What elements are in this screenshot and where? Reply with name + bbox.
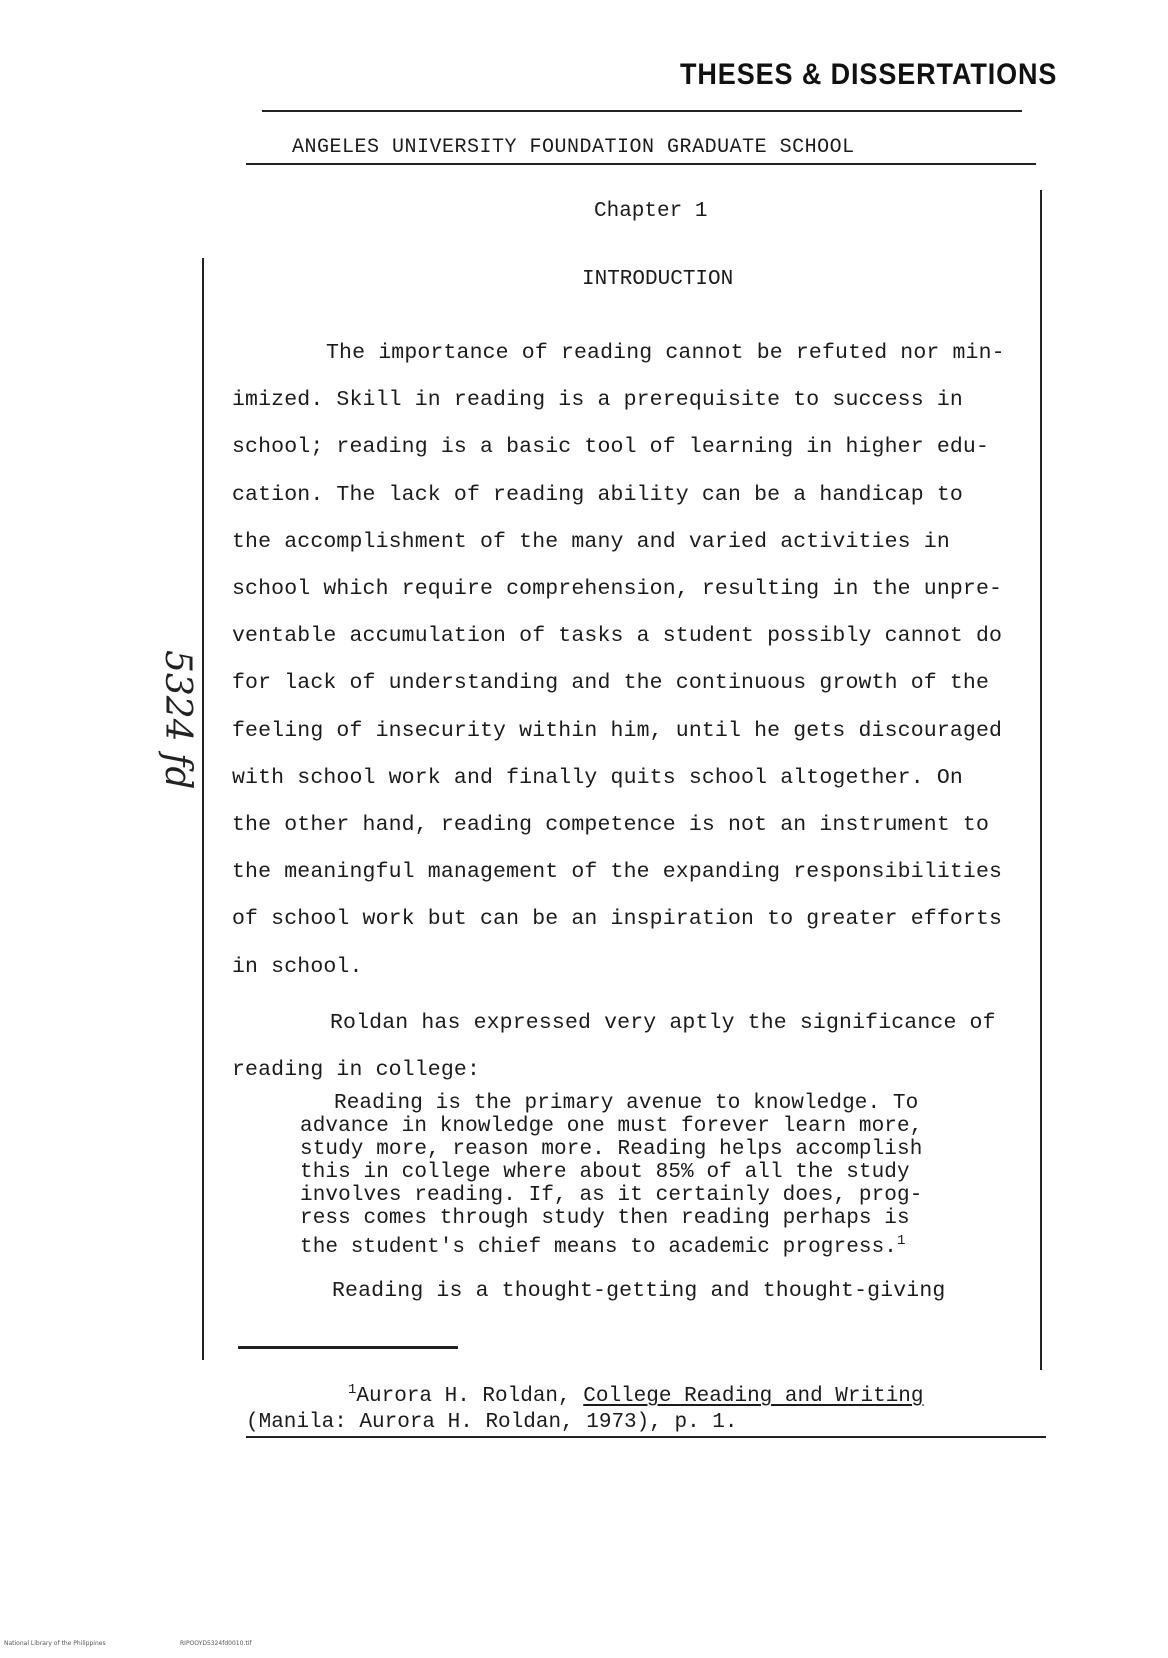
footnote-line-1	[246, 1377, 924, 1410]
p1-line: school; reading is a basic tool of learning in higher edu-	[232, 435, 990, 460]
p1-line: ventable accumulation of tasks a student possibly cannot do	[232, 624, 1003, 649]
chapter-title: INTRODUCTION	[582, 268, 734, 291]
chapter-number: Chapter 1	[594, 200, 708, 223]
quote-line: advance in knowledge one must forever learn more,	[300, 1115, 923, 1138]
paragraph-3: Reading is a thought-getting and thought-giving	[332, 1279, 946, 1303]
footnote-author: Aurora H. Roldan,	[356, 1385, 584, 1408]
paragraph-2	[232, 1000, 996, 1094]
quote-line: study more, reason more. Reading helps accomplish	[300, 1138, 923, 1161]
p1-line: school which require comprehension, resulting in the unpre-	[232, 577, 1003, 602]
file-id: RIPOOYD5324fd0010.tif	[180, 1640, 252, 1647]
collection-stamp: THESES & DISSERTATIONS	[680, 58, 1058, 91]
footnote-mark: 1	[348, 1382, 357, 1398]
p1-line: of school work but can be an inspiration to greater efforts	[232, 907, 1003, 932]
p1-line: the meaningful management of the expanding responsibilities	[232, 860, 1003, 885]
university-heading: ANGELES UNIVERSITY FOUNDATION GRADUATE SCHOOL	[292, 136, 855, 159]
p2-line: Roldan has expressed very aptly the significance of	[330, 1011, 996, 1035]
p1-line: feeling of insecurity within him, until he gets discouraged	[232, 718, 1003, 743]
quote-line	[300, 1230, 922, 1259]
quote-line: Reading is the primary avenue to knowledge. To	[334, 1092, 919, 1115]
quote-line: this in college where about 85% of all the study	[300, 1161, 910, 1184]
quote-line: ress comes through study then reading perhaps is	[300, 1207, 910, 1230]
bottom-rule	[246, 1436, 1046, 1438]
footnote-separator	[238, 1346, 458, 1349]
p1-line: imized. Skill in reading is a prerequisite to success in	[232, 388, 963, 413]
p1-line: cation. The lack of reading ability can be a handicap to	[232, 482, 963, 507]
right-margin-rule	[1040, 190, 1042, 1370]
quote-last-line: the student's chief means to academic progress.	[300, 1236, 897, 1259]
p1-line: for lack of understanding and the continuous growth of the	[232, 671, 990, 696]
footnote-book-title: College Reading and Writing	[583, 1385, 924, 1408]
p1-line: the accomplishment of the many and varied activities in	[232, 529, 950, 554]
stamp-rule	[262, 110, 1022, 112]
footnote	[246, 1377, 924, 1436]
handwritten-call-number: 5324 fd	[157, 650, 198, 790]
quote-line: involves reading. If, as it certainly does, prog-	[300, 1184, 923, 1207]
p1-line: The importance of reading cannot be refuted nor min-	[326, 341, 1005, 365]
footnote-line-2: (Manila: Aurora H. Roldan, 1973), p. 1.	[246, 1411, 738, 1434]
quote-footnote-mark: 1	[897, 1233, 906, 1249]
p1-line: in school.	[232, 954, 363, 979]
paragraph-1	[232, 330, 1005, 991]
p1-line: the other hand, reading competence is not an instrument to	[232, 813, 990, 838]
block-quote	[300, 1092, 922, 1259]
p2-line: reading in college:	[232, 1058, 480, 1083]
library-credit: National Library of the Philippines	[4, 1640, 106, 1647]
heading-rule	[246, 163, 1036, 165]
left-margin-rule	[202, 258, 204, 1360]
p1-line: with school work and finally quits school altogether. On	[232, 765, 963, 790]
